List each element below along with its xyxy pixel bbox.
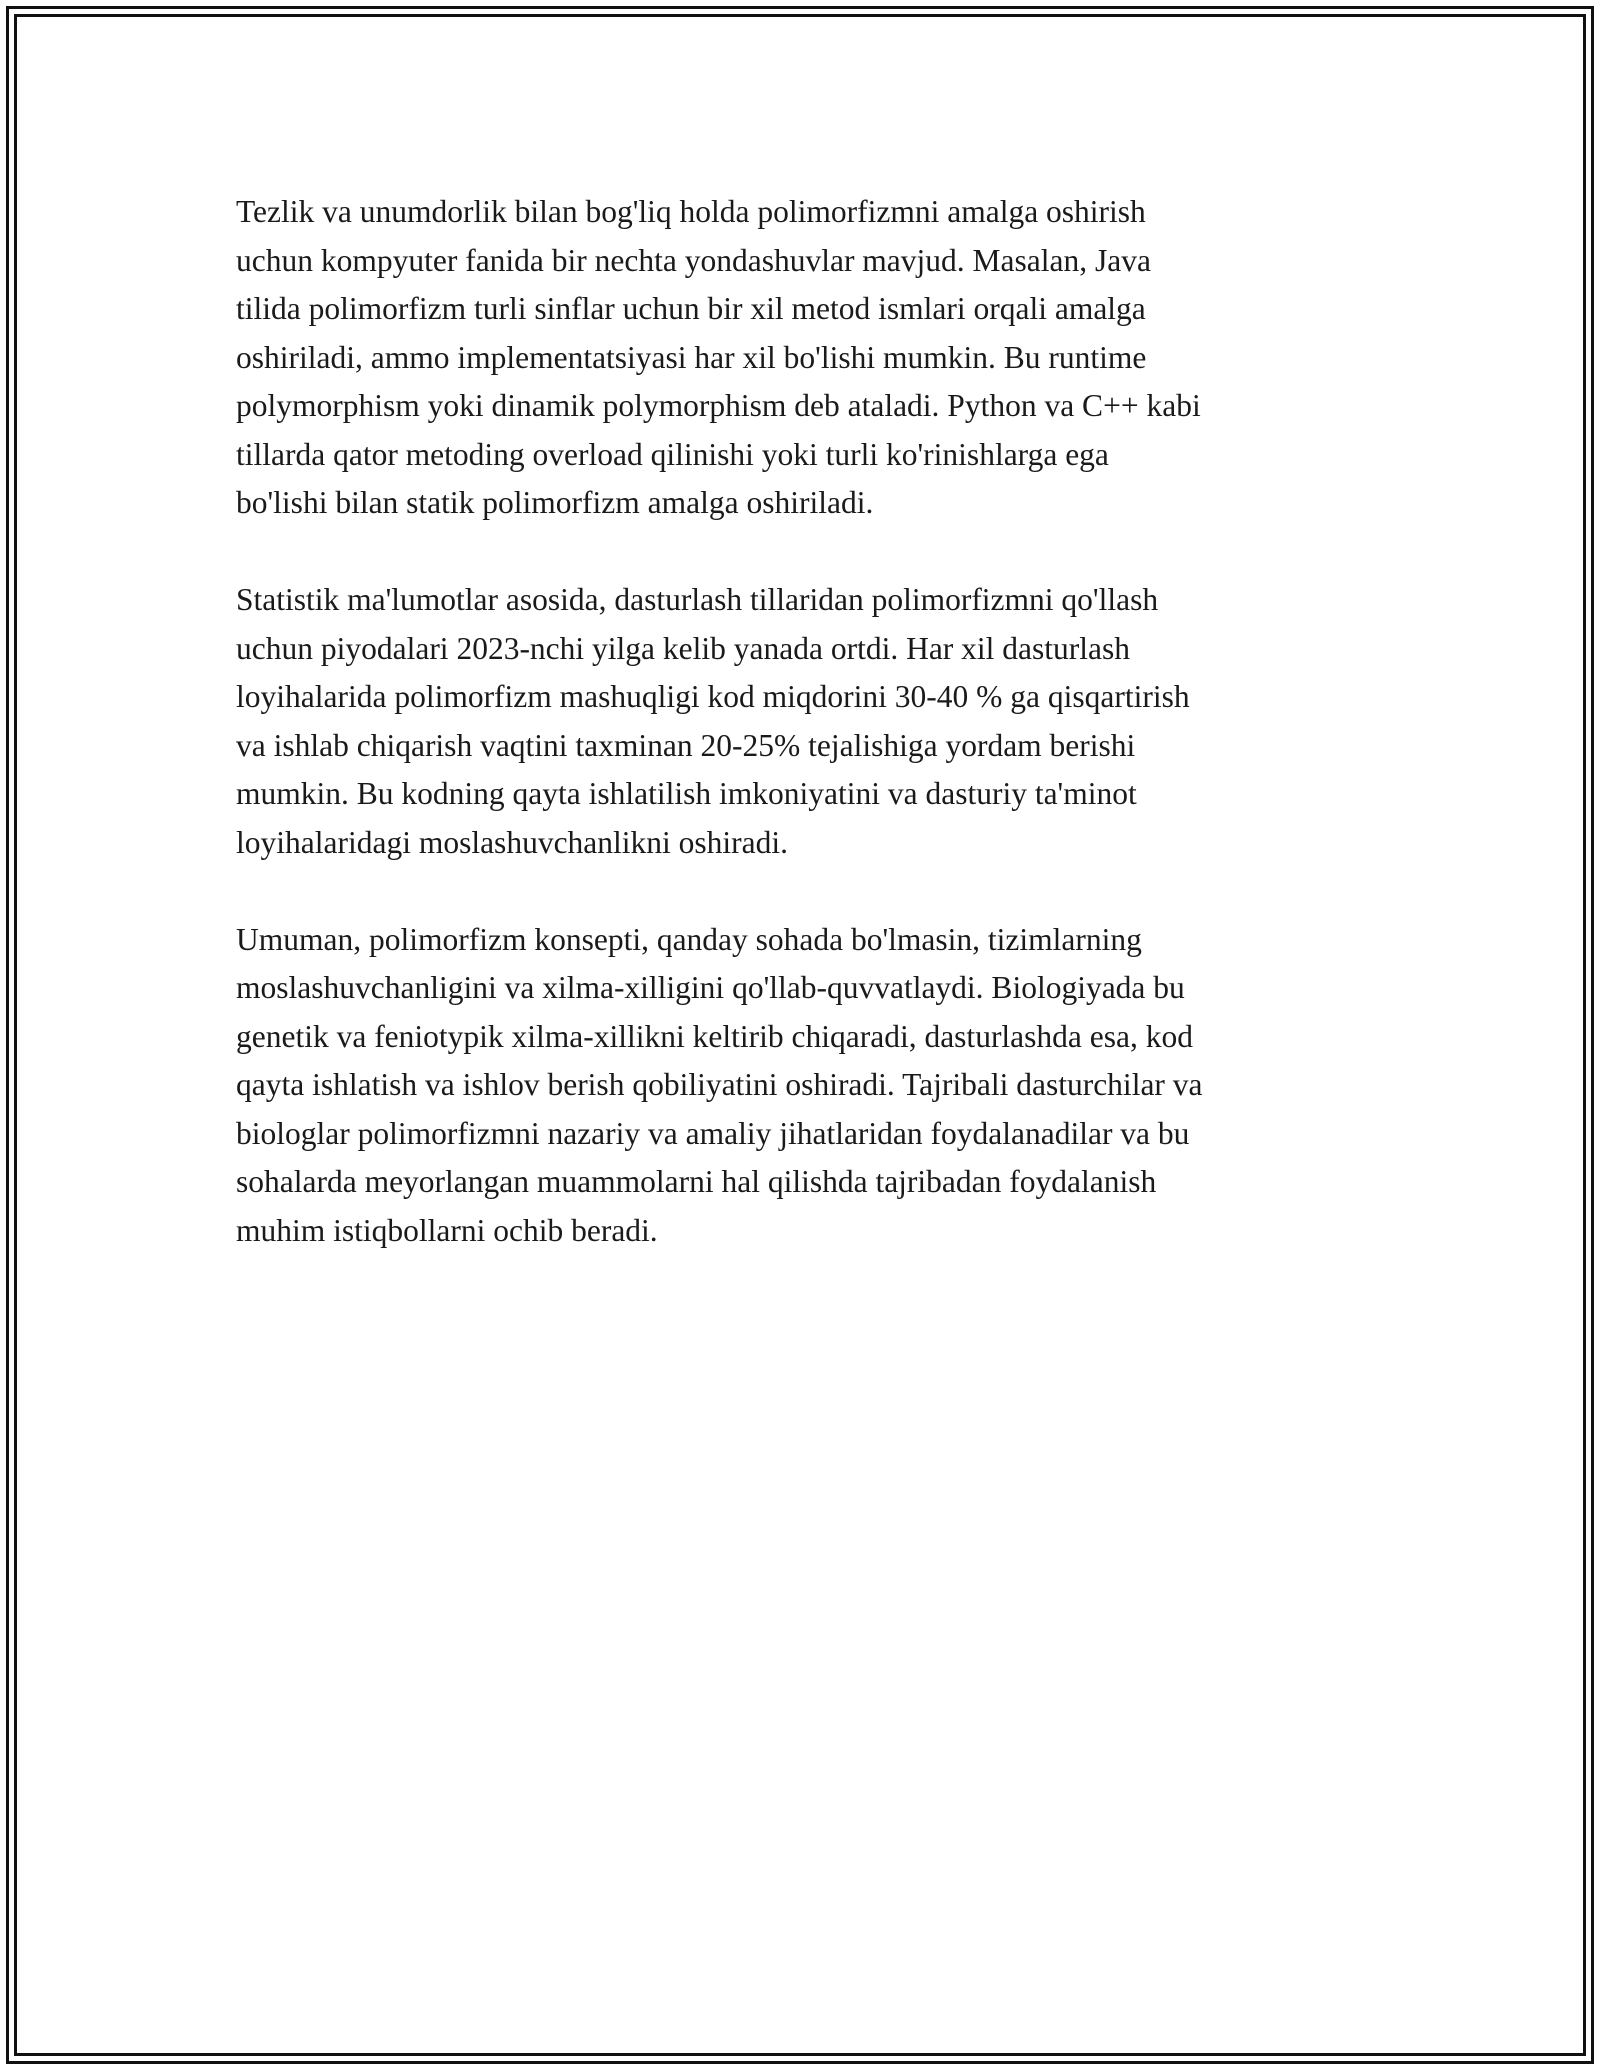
text-line: qayta ishlatish va ishlov berish qobiliyatini oshiradi. Tajribali dasturchilar va: [236, 1067, 1203, 1102]
text-line: va ishlab chiqarish vaqtini taxminan 20-25% tejalishiga yordam berishi: [236, 727, 1136, 763]
text-line: uchun piyodalari 2023-nchi yilga kelib yanada ortdi. Har xil dasturlash: [236, 630, 1131, 666]
text-line: tilida polimorfizm turli sinflar uchun bir xil metod ismlari orqali amalga: [236, 291, 1146, 326]
text-line: genetik va feniotypik xilma-xillikni keltirib chiqaradi, dasturlashda esa, kod: [236, 1018, 1193, 1054]
text-line: tillarda qator metoding overload qilinishi yoki turli ko'rinishlarga ega: [236, 436, 1109, 472]
text-line: polymorphism yoki dinamik polymorphism deb ataladi. Python va C++ kabi: [236, 388, 1201, 423]
text-line: biologlar polimorfizmni nazariy va amaliy jihatlaridan foydalanadilar va bu: [236, 1115, 1190, 1151]
text-line: muhim istiqbollarni ochib beradi.: [236, 1212, 658, 1248]
text-line: bo'lishi bilan statik polimorfizm amalga oshiriladi.: [236, 485, 874, 520]
text-line: Umuman, polimorfizm konsepti, qanday sohada bo'lmasin, tizimlarning: [236, 921, 1142, 957]
paragraph-statistics: [236, 576, 1386, 867]
text-line: mumkin. Bu kodning qayta ishlatilish imkoniyatini va dasturiy ta'minot: [236, 776, 1137, 811]
text-line: oshiriladi, ammo implementatsiyasi har xil bo'lishi mumkin. Bu runtime: [236, 339, 1147, 375]
text-line: loyihalaridagi moslashuvchanlikni oshiradi.: [236, 824, 789, 860]
text-line: moslashuvchanligini va xilma-xilligini qo'llab-quvvatlaydi. Biologiyada bu: [236, 970, 1185, 1005]
text-line: Statistik ma'lumotlar asosida, dasturlash tillaridan polimorfizmni qo'llash: [236, 582, 1159, 617]
text-line: Tezlik va unumdorlik bilan bog'liq holda polimorfizmni amalga oshirish: [236, 194, 1146, 229]
document-body: [236, 188, 1386, 1304]
text-line: sohalarda meyorlangan muammolarni hal qilishda tajribadan foydalanish: [236, 1164, 1157, 1199]
text-line: loyihalarida polimorfizm mashuqligi kod miqdorini 30-40 % ga qisqartirish: [236, 679, 1190, 714]
paragraph-polymorphism-approaches: [236, 188, 1386, 528]
paragraph-conclusion: [236, 916, 1386, 1256]
text-line: uchun kompyuter fanida bir nechta yondashuvlar mavjud. Masalan, Java: [236, 242, 1151, 278]
